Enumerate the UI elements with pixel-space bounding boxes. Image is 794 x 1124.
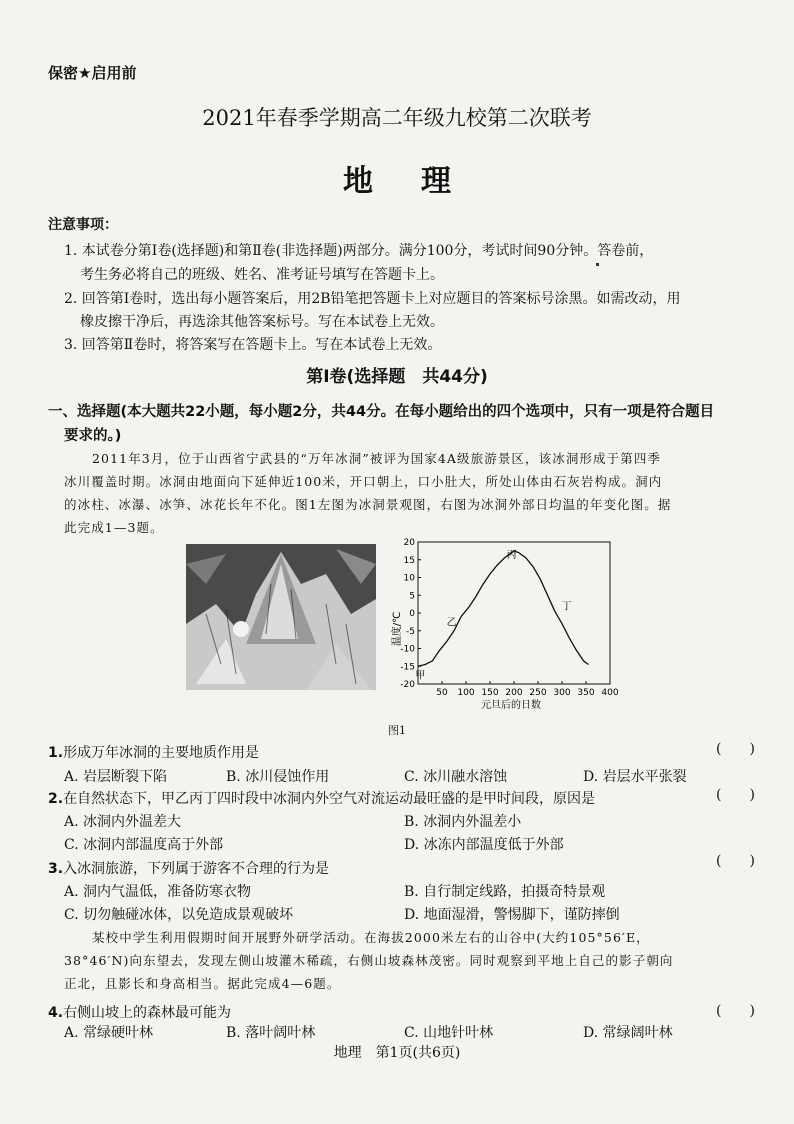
option-c: C. 切勿触碰冰体，以免造成景观破坏 xyxy=(64,907,294,923)
answer-paren: ( ) xyxy=(716,1003,755,1019)
x-tick-label: 50 xyxy=(436,688,448,698)
passage-line: 的冰柱、冰瀑、冰笋、冰花长年不化。图1左图为冰洞景观图，右图为冰洞外部日均温的年变化图。据 xyxy=(64,497,672,512)
notes-heading: 注意事项： xyxy=(48,217,118,233)
question-1 xyxy=(48,742,259,762)
y-tick-label: 15 xyxy=(403,555,415,566)
ice-cave-photo xyxy=(186,544,376,690)
question-number: 1. xyxy=(48,745,64,761)
option-a: A. 洞内气温低，准备防寒衣物 xyxy=(64,884,252,900)
note-line: 2. 回答第Ⅰ卷时，选出每小题答案后，用2B铅笔把答题卡上对应题目的答案标号涂黑。如需改动，用 xyxy=(64,291,681,307)
option-a: A. 岩层断裂下陷 xyxy=(64,769,168,785)
period-annotation: 乙 xyxy=(446,617,457,629)
x-tick-label: 350 xyxy=(577,688,595,698)
question-text: 入冰洞旅游，下列属于游客不合理的行为是 xyxy=(63,861,330,877)
question-number: 2. xyxy=(48,791,64,807)
y-axis-label: 温度/℃ xyxy=(392,611,403,647)
option-b: B. 落叶阔叶林 xyxy=(226,1025,316,1041)
figure-caption: 图1 xyxy=(388,724,406,737)
question-number: 4. xyxy=(48,1005,64,1021)
option-d: D. 岩层水平张裂 xyxy=(583,769,687,785)
passage-line: 冰川覆盖时期。冰洞由地面向下延伸近100米，开口朝上，口小肚大，所处山体由石灰岩构成。洞内 xyxy=(64,474,663,489)
x-tick-label: 200 xyxy=(505,688,523,698)
answer-paren: ( ) xyxy=(716,741,755,757)
plot-frame xyxy=(418,542,610,684)
x-tick-label: 150 xyxy=(481,688,499,698)
passage-line: 某校中学生利用假期时间开展野外研学活动。在海拔2000米左右的山谷中(大约105°56′E， xyxy=(92,930,650,945)
question-2 xyxy=(48,788,595,808)
y-tick-label: 10 xyxy=(403,573,415,584)
option-a: A. 冰洞内外温差大 xyxy=(64,814,182,830)
note-line: 考生务必将自己的班级、姓名、准考证号填写在答题卡上。 xyxy=(80,267,444,283)
question-text: 在自然状态下，甲乙丙丁四时段中冰洞内外空气对流运动最旺盛的是甲时间段，原因是 xyxy=(63,791,596,807)
x-tick-label: 250 xyxy=(529,688,547,698)
note-line: 橡皮擦干净后，再选涂其他答案标号。写在本试卷上无效。 xyxy=(80,314,444,330)
x-tick-label: 300 xyxy=(553,688,571,698)
passage-line: 2011年3月，位于山西省宁武县的“万年冰洞”被评为国家4A级旅游景区，该冰洞形成于第四季 xyxy=(92,451,662,466)
y-tick-label: -20 xyxy=(400,680,415,690)
temperature-chart xyxy=(390,536,630,712)
question-4 xyxy=(48,1002,231,1022)
option-b: B. 冰洞内外温差小 xyxy=(404,814,522,830)
question-text: 形成万年冰洞的主要地质作用是 xyxy=(63,745,260,761)
part-one-heading: 第Ⅰ卷(选择题 共44分) xyxy=(306,367,488,387)
note-line: 3. 回答第Ⅱ卷时，将答案写在答题卡上。写在本试卷上无效。 xyxy=(64,337,442,353)
y-tick-label: 0 xyxy=(409,609,415,619)
x-axis-label: 元旦后的日数 xyxy=(481,700,541,711)
option-c: C. 冰洞内部温度高于外部 xyxy=(64,837,224,853)
option-d: D. 地面湿滑，警惕脚下，谨防摔倒 xyxy=(404,907,620,923)
y-tick-label: -5 xyxy=(406,626,415,637)
note-line: 1. 本试卷分第Ⅰ卷(选择题)和第Ⅱ卷(非选择题)两部分。满分100分，考试时间90分钟。答卷前， xyxy=(64,243,654,259)
period-annotation: 丁 xyxy=(561,601,572,613)
answer-paren: ( ) xyxy=(716,853,755,869)
section-heading: 一、选择题(本大题共22小题，每小题2分，共44分。在每小题给出的四个选项中，只有一项是符合题目 xyxy=(48,404,715,420)
section-heading-cont: 要求的。) xyxy=(64,428,122,444)
y-tick-label: -15 xyxy=(400,662,415,673)
option-d: D. 常绿阔叶林 xyxy=(583,1025,673,1041)
question-number: 3. xyxy=(48,861,64,877)
passage-line: 此完成1—3题。 xyxy=(64,520,164,535)
option-b: B. 冰川侵蚀作用 xyxy=(226,769,330,785)
page-footer: 地理 第1页(共6页) xyxy=(333,1045,461,1061)
option-d: D. 冰冻内部温度低于外部 xyxy=(404,837,564,853)
passage-line: 38°46′N)向东望去，发现左侧山坡灌木稀疏，右侧山坡森林茂密。同时观察到平地上自己的影子朝向 xyxy=(64,953,674,968)
x-tick-label: 100 xyxy=(457,688,475,698)
question-3 xyxy=(48,858,329,878)
y-tick-label: 5 xyxy=(409,591,415,602)
y-tick-label: 20 xyxy=(403,538,415,548)
period-annotation: 丙 xyxy=(506,549,517,561)
passage-line: 正北，且影长和身高相当。据此完成4—6题。 xyxy=(64,976,341,991)
option-c: C. 山地针叶林 xyxy=(404,1025,494,1041)
y-tick-label: -10 xyxy=(400,644,415,655)
period-annotation: 甲 xyxy=(415,670,426,682)
exam-title: 2021年春季学期高二年级九校第二次联考 xyxy=(202,106,592,130)
option-a: A. 常绿硬叶林 xyxy=(64,1025,154,1041)
answer-paren: ( ) xyxy=(716,787,755,803)
option-b: B. 自行制定线路，拍摄奇特景观 xyxy=(404,884,606,900)
subject-title: 地理 xyxy=(343,164,499,199)
ink-speck xyxy=(596,263,599,266)
x-tick-label: 400 xyxy=(601,688,619,698)
question-text: 右侧山坡上的森林最可能为 xyxy=(63,1005,232,1021)
confidential-label: 保密★启用前 xyxy=(48,64,137,82)
option-c: C. 冰川融水溶蚀 xyxy=(404,769,508,785)
